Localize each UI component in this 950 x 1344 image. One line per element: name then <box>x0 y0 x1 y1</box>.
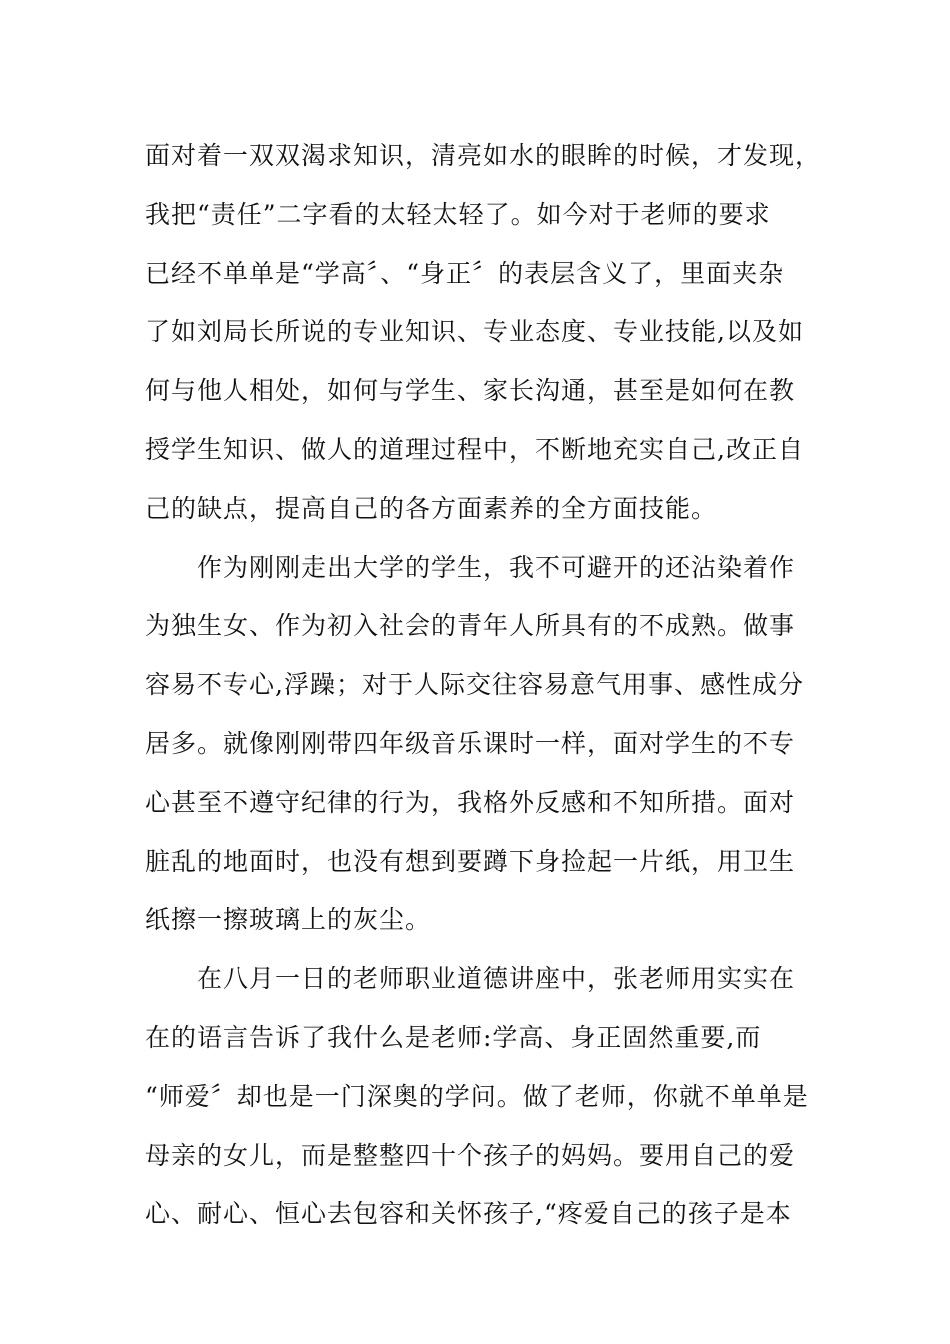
text-line: 了如刘局长所说的专业知识、专业态度、专业技能,以及如 <box>145 317 804 347</box>
text-line: “师爱〞却也是一门深奥的学问。做了老师，你就不单单是 <box>145 1081 809 1111</box>
text-line: 纸擦一擦玻璃上的灰尘。 <box>145 905 432 935</box>
paragraph-3 <box>145 950 815 1244</box>
text-line: 容易不专心,浮躁；对于人际交往容易意气用事、感性成分 <box>145 670 804 700</box>
text-line: 己的缺点，提高自己的各方面素养的全方面技能。 <box>145 493 718 523</box>
text-line: 心、耐心、恒心去包容和关怀孩子,“疼爱自己的孩子是本 <box>145 1199 792 1229</box>
text-line: 为独生女、作为初入社会的青年人所具有的不成熟。做事 <box>145 611 796 641</box>
text-line: 面对着一双双渴求知识，清亮如水的眼眸的时候，才发现， <box>145 141 822 170</box>
text-line: 授学生知识、做人的道理过程中，不断地充实自己,改正自 <box>145 434 804 464</box>
text-line: 我把“责任”二字看的太轻太轻了。如今对于老师的要求 <box>145 199 771 229</box>
text-line-first: 在八月一日的老师职业道德讲座中，张老师用实实在 <box>197 964 796 994</box>
text-line: 心甚至不遵守纪律的行为，我格外反感和不知所措。面对 <box>145 787 796 817</box>
text-line: 已经不单单是“学高〞、“身正〞的表层含义了，里面夹杂 <box>145 258 785 288</box>
text-line: 在的语言告诉了我什么是老师:学高、身正固然重要,而 <box>145 1022 762 1052</box>
paragraph-1 <box>145 127 822 539</box>
text-line: 母亲的女儿，而是整整四十个孩子的妈妈。要用自己的爱 <box>145 1140 796 1170</box>
paragraph-2 <box>145 539 815 951</box>
text-line: 何与他人相处，如何与学生、家长沟通，甚至是如何在教 <box>145 376 796 406</box>
text-line-first: 作为刚刚走出大学的学生，我不可避开的还沾染着作 <box>197 552 796 582</box>
document-body <box>145 127 822 1244</box>
text-line: 居多。就像刚刚带四年级音乐课时一样，面对学生的不专 <box>145 728 796 758</box>
text-line: 脏乱的地面时，也没有想到要蹲下身捡起一片纸，用卫生 <box>145 846 796 876</box>
